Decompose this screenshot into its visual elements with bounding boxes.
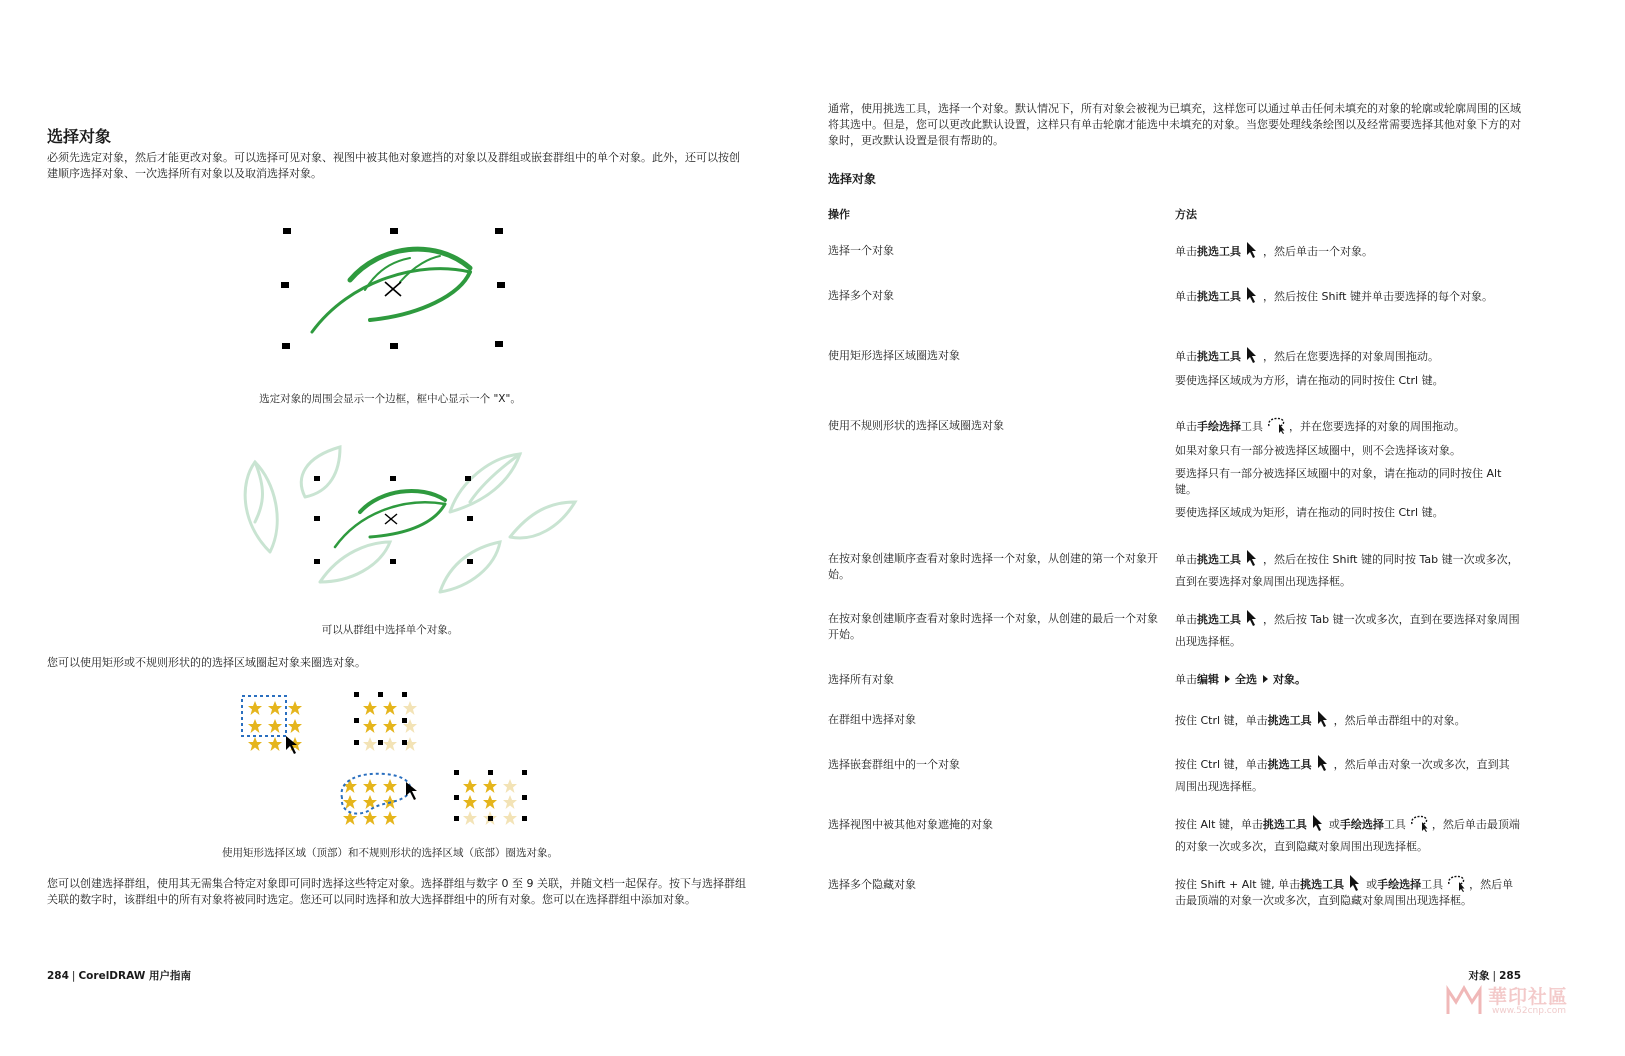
pick-tool-icon [1348, 874, 1362, 892]
left-page-number: 284 [47, 970, 69, 982]
caption-group-select: 可以从群组中选择单个对象。 [321, 624, 459, 636]
method-cell: 单击手绘选择工具 ，并在您要选择的对象的周围拖动。 如果对象只有一部分被选择区域圈中，则不会选择该对象。 要选择只有一部分被选择区域圈中的对象，请在拖动的同时按住 Alt 键。 要使选择区域成为矩形，请在拖动的同时按住 Ctrl 键。 [1175, 416, 1520, 522]
faded-leaves [245, 447, 575, 592]
caption-leaf-selected: 选定对象的周围会显示一个边框，框中心显示一个 "X"。 [259, 393, 521, 405]
right-footer-section: 对象 [1468, 970, 1490, 982]
marquee-selection-figure [230, 688, 550, 833]
group-handles [314, 476, 473, 564]
pick-tool-icon [1245, 286, 1259, 304]
operation-cell: 选择所有对象 [828, 673, 894, 686]
operation-cell: 使用矩形选择区域圈选对象 [828, 349, 960, 362]
operation-cell: 选择视图中被其他对象遮掩的对象 [828, 818, 993, 831]
menu-arrow-icon [1263, 675, 1268, 683]
menu-arrow-icon [1225, 675, 1230, 683]
column-header-method: 方法 [1175, 208, 1197, 221]
method-cell: 单击挑选工具 ，然后按 Tab 键一次或多次，直到在要选择对象周围出现选择框。 [1175, 609, 1520, 653]
method-cell: 按住 Alt 键，单击挑选工具 或手绘选择工具 ，然后单击最顶端的对象一次或多次，直到隐藏对象周围出现选择框。 [1175, 814, 1520, 858]
pick-tool-icon [1316, 710, 1330, 728]
stars-lasso-result [454, 770, 527, 825]
right-footer [1469, 968, 1521, 983]
operation-cell: 在按对象创建顺序查看对象时选择一个对象，从创建的第一个对象开始。 [828, 552, 1158, 581]
stars-rect-result [354, 692, 417, 751]
pick-tool-icon [1245, 609, 1259, 627]
operation-cell: 选择嵌套群组中的一个对象 [828, 758, 960, 771]
pick-tool-icon [1316, 754, 1330, 772]
method-cell: 单击挑选工具 ，然后按住 Shift 键并单击要选择的每个对象。 [1175, 286, 1520, 306]
watermark [1440, 982, 1620, 1022]
intro-paragraph: 必须先选定对象，然后才能更改对象。可以选择可见对象、视图中被其他对象遮挡的对象以及群组或嵌套群组中的单个对象。此外，还可以按创建顺序选择对象、一次选择所有对象以及取消选择对象。 [47, 151, 740, 180]
right-footer-separator: | [1492, 970, 1497, 982]
lasso-marquee [342, 774, 411, 814]
method-cell: 单击挑选工具 ，然后在按住 Shift 键的同时按 Tab 键一次或多次，直到在要选择对象周围出现选择框。 [1175, 549, 1520, 593]
watermark-text: 華印社區 [1488, 986, 1569, 1008]
pick-tool-icon [1311, 814, 1325, 832]
right-page-number: 285 [1499, 970, 1521, 982]
marquee-paragraph: 您可以使用矩形或不规则形状的的选择区域圈起对象来圈选对象。 [47, 656, 366, 669]
section-title: 选择对象 [47, 127, 112, 146]
method-cell: 按住 Shift + Alt 键, 单击挑选工具 或手绘选择工具 ，然后单击最顶端的对象一次或多次，直到隐藏对象周围出现选择框。 [1175, 874, 1520, 909]
right-intro-paragraph: 通常，使用挑选工具，选择一个对象。默认情况下，所有对象会被视为已填充，这样您可以通过单击任何未填充的对象的轮廓或轮廓周围的区域将其选中。但是，您可以更改此默认设置，这样只有单击轮廓才能选中未填充的对象。当您要处理线条绘图以及经常需要选择其他对象下方的对象时，更改默认设置是很有帮助的。 [828, 102, 1521, 147]
left-footer [47, 968, 191, 983]
center-x-icon [385, 282, 401, 296]
freehand-select-tool-icon [1445, 874, 1467, 892]
left-footer-title: CorelDRAW 用户指南 [78, 970, 191, 982]
method-cell: 单击挑选工具 ，然后在您要选择的对象周围拖动。 要使选择区域成为方形，请在拖动的同时按住 Ctrl 键。 [1175, 346, 1520, 390]
watermark-logo-icon [1444, 984, 1484, 1018]
operation-cell: 选择多个对象 [828, 289, 894, 302]
column-header-operation: 操作 [828, 208, 850, 221]
leaf-group-figure [230, 442, 580, 602]
rect-marquee [242, 696, 286, 736]
group-center-x-icon [385, 514, 397, 524]
method-cell: 单击挑选工具 ，然后单击一个对象。 [1175, 241, 1520, 261]
left-footer-separator: | [71, 970, 76, 982]
operation-cell: 选择一个对象 [828, 244, 894, 257]
leaf-selected-figure [270, 220, 520, 360]
right-page [800, 0, 1625, 1056]
stars-rect-group [242, 696, 302, 754]
selection-group-paragraph: 您可以创建选择群组，使用其无需集合特定对象即可同时选择这些特定对象。选择群组与数字 0 至 9 关联，并随文档一起保存。按下与选择群组关联的数字时，该群组中的所有对象将被同时选定。您还可以同时选择和放大选择群组中的所有对象。您可以在选择群组中添加对象。 [47, 877, 746, 906]
pick-tool-icon [1245, 549, 1259, 567]
caption-marquee: 使用矩形选择区域（顶部）和不规则形状的选择区域（底部）圈选对象。 [222, 847, 558, 859]
pick-tool-icon [1245, 241, 1259, 259]
method-cell: 按住 Ctrl 键，单击挑选工具 ，然后单击群组中的对象。 [1175, 710, 1520, 730]
lasso-cursor-icon [406, 782, 417, 800]
operation-cell: 使用不规则形状的选择区域圈选对象 [828, 419, 1004, 432]
pick-tool-icon [1245, 346, 1259, 364]
freehand-select-tool-icon [1408, 814, 1430, 832]
stars-lasso-group [342, 774, 417, 825]
watermark-url: www.52cnp.com [1492, 1006, 1567, 1016]
method-cell: 按住 Ctrl 键，单击挑选工具 ，然后单击对象一次或多次，直到其周围出现选择框。 [1175, 754, 1520, 798]
operation-cell: 在群组中选择对象 [828, 713, 916, 726]
freehand-select-tool-icon [1265, 416, 1287, 434]
table-heading: 选择对象 [828, 172, 877, 186]
method-cell: 单击编辑 全选 对象。 [1175, 673, 1306, 686]
operation-cell: 选择多个隐藏对象 [828, 878, 916, 891]
operation-cell: 在按对象创建顺序查看对象时选择一个对象，从创建的最后一个对象开始。 [828, 612, 1158, 641]
left-page [0, 0, 800, 1056]
